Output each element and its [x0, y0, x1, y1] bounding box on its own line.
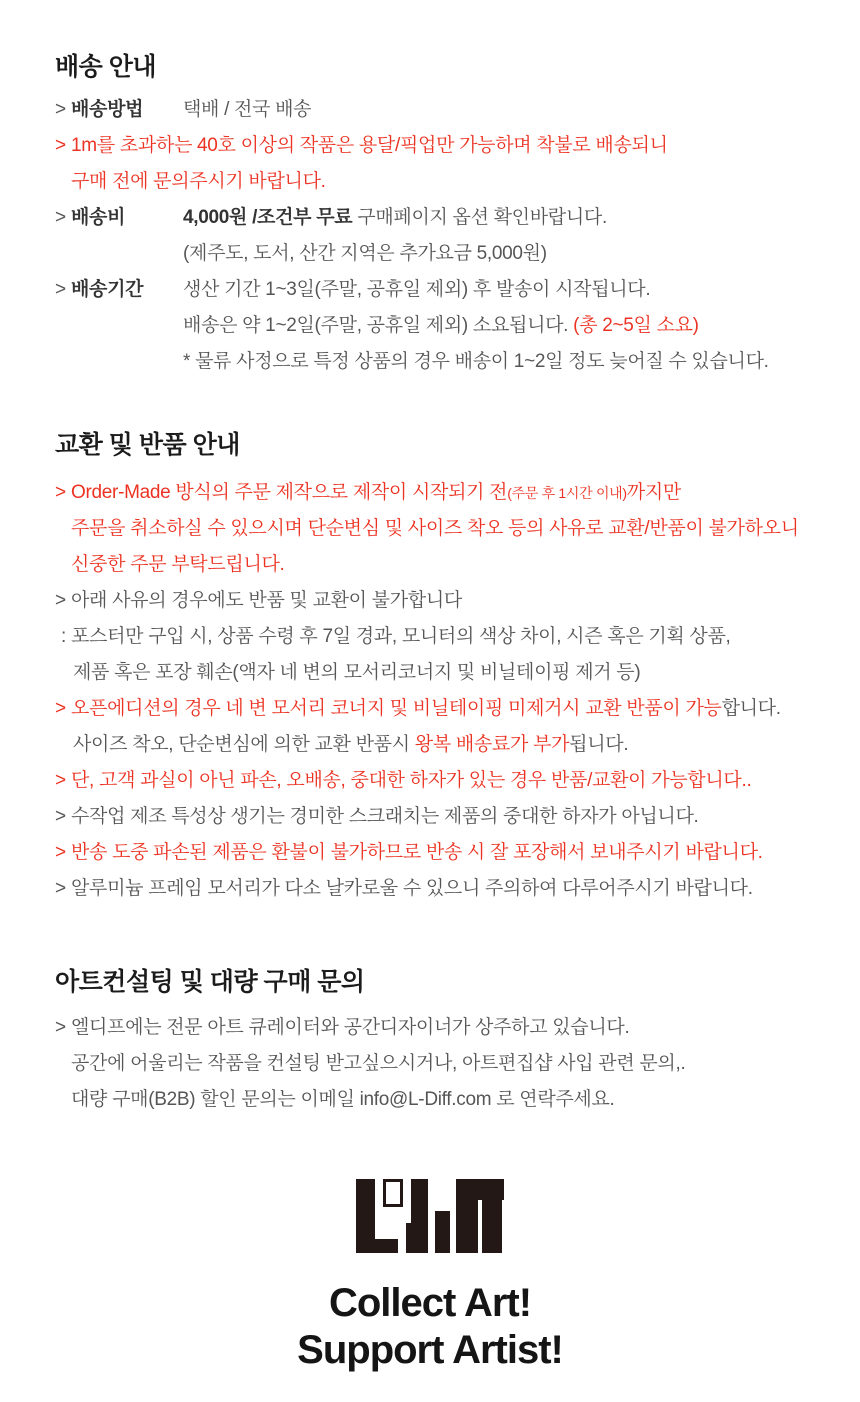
logo-shape-outline-rect: [383, 1179, 403, 1207]
oversize-note-line1: [55, 128, 769, 164]
bullet-icon: >: [55, 279, 66, 300]
shipping-section: [55, 50, 769, 380]
shipping-lines: [55, 92, 769, 380]
consulting-lines: [55, 1010, 685, 1118]
order-made-line2: 주문을 취소하실 수 있으시며 단순변심 및 사이즈 착오 등의 사유로 교환/반품이 불가하오니: [71, 518, 799, 539]
order-made-line1: [55, 475, 799, 511]
shipping-period-line1: 생산 기간 1~3일(주말, 공휴일 제외) 후 발송이 시작됩니다.: [183, 279, 651, 300]
returns-lines: [55, 475, 799, 907]
shipping-period-line2-text: 배송은 약 1~2일(주말, 공휴일 제외) 소요됩니다.: [183, 315, 574, 336]
shipping-period-value: [183, 272, 769, 380]
shipping-fee-amount: 4,000원 /조건부 무료: [183, 207, 353, 228]
slogan-line1: Collect Art!: [328, 1281, 532, 1325]
shipping-period-line3: * 물류 사정으로 특정 상품의 경우 배송이 1~2일 정도 늦어질 수 있습니다.: [183, 351, 769, 372]
bullet-icon: >: [55, 698, 66, 719]
bullet-icon: >: [55, 207, 66, 228]
return-shipping-text: 반송 도중 파손된 제품은 환불이 불가하므로 반송 시 잘 포장해서 보내주시기 바랍니다.: [71, 842, 763, 863]
bullet-icon: >: [55, 842, 66, 863]
consulting-text1: 엘디프에는 전문 아트 큐레이터와 공간디자이너가 상주하고 있습니다.: [71, 1017, 630, 1038]
open-edition-line1: [55, 691, 799, 727]
bullet-icon: >: [55, 770, 66, 791]
shipping-period-label: 배송기간: [71, 279, 144, 300]
open-edition-line2-pre: 사이즈 착오, 단순변심에 의한 교환 반품시: [73, 734, 415, 755]
consulting-section: [55, 965, 685, 1118]
open-edition-text1: [71, 691, 781, 727]
order-made-part2: 까지만: [626, 482, 681, 503]
order-made-text: [71, 475, 681, 511]
footer-slogan: [0, 1280, 860, 1374]
logo-shape-tall-bar: [411, 1179, 428, 1253]
logo-shape-pi-left-leg: [456, 1179, 478, 1253]
bullet-icon: >: [55, 878, 66, 899]
shipping-section-title: 배송 안내: [55, 53, 157, 81]
shipping-fee-line1: [183, 207, 607, 228]
scratch-text: 수작업 제조 특성상 생기는 경미한 스크래치는 제품의 중대한 하자가 아닙니다.: [71, 806, 699, 827]
consulting-line3: 대량 구매(B2B) 할인 문의는 이메일 info@L-Diff.com 로 연락주세요.: [71, 1089, 615, 1110]
aluminum-text: 알루미늄 프레임 모서리가 다소 날카로울 수 있으니 주의하여 다루어주시기 바랍니다.: [71, 878, 753, 899]
no-return-text1: 아래 사유의 경우에도 반품 및 교환이 불가합니다: [71, 590, 462, 611]
bullet-icon: >: [55, 1017, 66, 1038]
oversize-note-text1: 1m를 초과하는 40호 이상의 작품은 용달/픽업만 가능하며 착불로 배송되니: [71, 135, 668, 156]
order-made-small: (주문 후 1시간 이내): [507, 485, 627, 501]
scratch-line: [55, 799, 799, 835]
damage-text: 단, 고객 과실이 아닌 파손, 오배송, 중대한 하자가 있는 경우 반품/교환이 가능합니다..: [71, 770, 752, 791]
returns-section-title: 교환 및 반품 안내: [55, 431, 240, 459]
open-edition-line2-red: 왕복 배송료가 부가: [414, 734, 570, 755]
order-made-line3: 신중한 주문 부탁드립니다.: [71, 554, 285, 575]
shipping-fee-value: [183, 200, 769, 272]
no-return-line3: 제품 혹은 포장 훼손(액자 네 변의 모서리코너지 및 비닐테이핑 제거 등): [73, 662, 641, 683]
shipping-fee-desc: 구매페이지 옵션 확인바랍니다.: [352, 207, 607, 228]
open-edition-line2: [55, 727, 799, 763]
shipping-period-row: [55, 272, 769, 380]
shipping-method-label: 배송방법: [71, 99, 144, 120]
open-edition-line2-post: 됩니다.: [569, 734, 629, 755]
consulting-section-title: 아트컨설팅 및 대량 구매 문의: [55, 968, 365, 996]
shipping-period-line2-red: (총 2~5일 소요): [573, 315, 699, 336]
shipping-fee-note: (제주도, 도서, 산간 지역은 추가요금 5,000원): [183, 243, 547, 264]
shipping-period-line2: [183, 308, 769, 344]
damage-line: [55, 763, 799, 799]
open-edition-red: 오픈에디션의 경우 네 변 모서리 코너지 및 비닐테이핑 미제거시 교환 반품이 가능: [71, 698, 722, 719]
logo-shape-l-foot: [356, 1239, 398, 1253]
l-diff-logo: [356, 1179, 504, 1253]
consulting-line2: 공간에 어울리는 작품을 컨설팅 받고싶으시거나, 아트편집샵 사입 관련 문의,.: [71, 1053, 686, 1074]
slogan-line2: Support Artist!: [297, 1328, 563, 1372]
bullet-icon: >: [55, 482, 66, 503]
no-return-line2: : 포스터만 구입 시, 상품 수령 후 7일 경과, 모니터의 색상 차이, 시즌 혹은 기획 상품,: [61, 626, 731, 647]
oversize-note-line2: 구매 전에 문의주시기 바랍니다.: [71, 171, 326, 192]
returns-section: [55, 428, 799, 907]
shipping-method-value: 택배 / 전국 배송: [183, 99, 312, 120]
aluminum-line: [55, 871, 799, 907]
logo-shape-short-bar: [435, 1211, 450, 1253]
consulting-line1: [55, 1010, 685, 1046]
shipping-method-row: [55, 92, 769, 128]
bullet-icon: >: [55, 590, 66, 611]
bullet-icon: >: [55, 135, 66, 156]
bullet-icon: >: [55, 99, 66, 120]
shipping-fee-row: [55, 200, 769, 272]
logo-shape-pi-right-leg: [482, 1200, 502, 1253]
open-edition-rest: 합니다.: [721, 698, 781, 719]
bullet-icon: >: [55, 806, 66, 827]
shipping-fee-label: 배송비: [71, 207, 126, 228]
order-made-part1: Order-Made 방식의 주문 제작으로 제작이 시작되기 전: [71, 482, 508, 503]
no-return-line1: [55, 583, 799, 619]
return-shipping-line: [55, 835, 799, 871]
